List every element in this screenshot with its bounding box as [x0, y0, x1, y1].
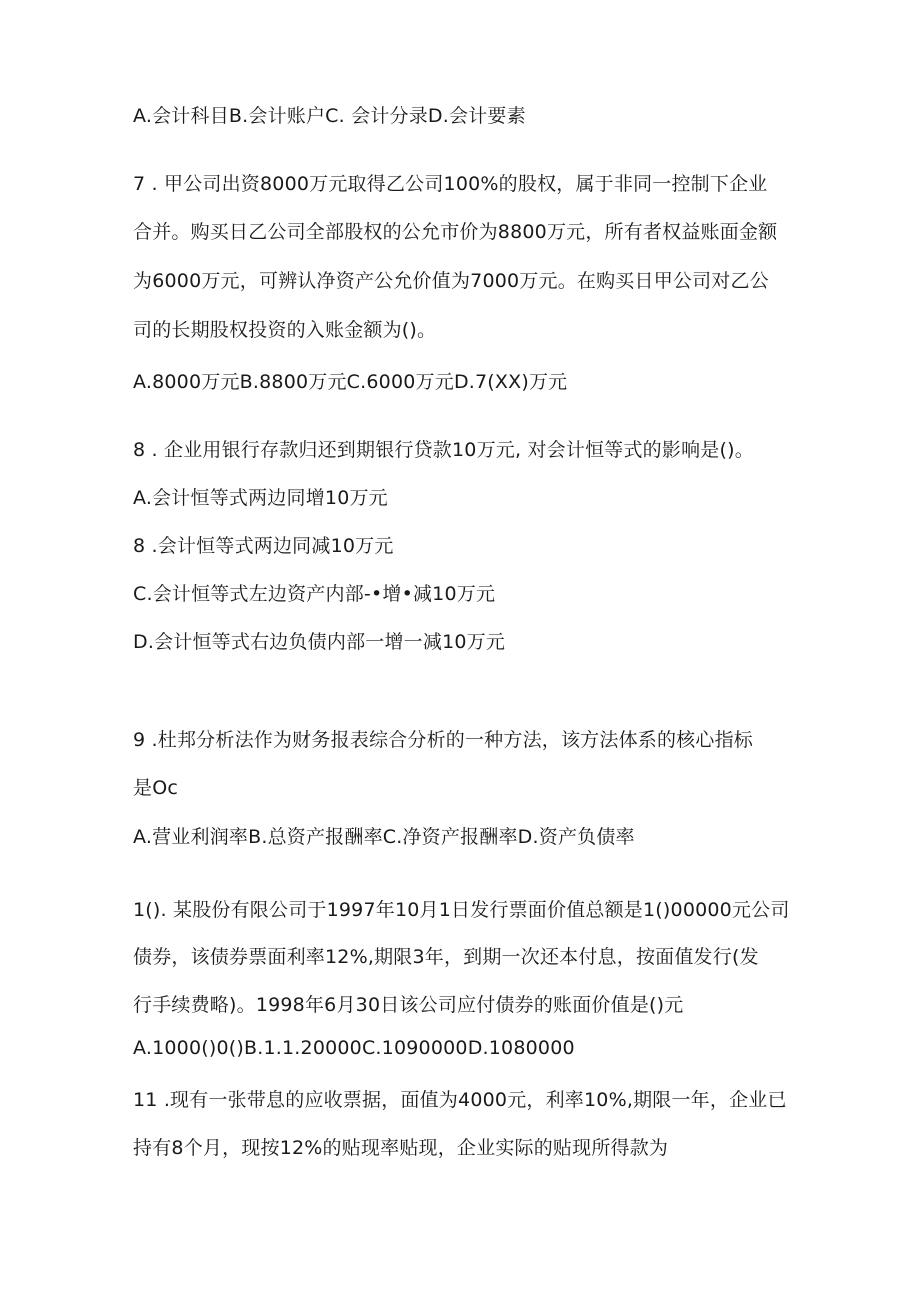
q10-text-line-1: 1(). 某股份有限公司于1997年10月1日发行票面价值总额是1()00000元公司 — [133, 899, 790, 921]
q7-text-line-4: 司的长期股权投资的入账金额为()。 — [133, 319, 437, 341]
q7-text-line-1: 7 . 甲公司出资8000万元取得乙公司100%的股权，属于非同一控制下企业 — [133, 173, 768, 195]
q9-options: A.营业利润率B.总资产报酬率C.净资产报酬率D.资产负债率 — [133, 826, 635, 848]
q9-text-line-2: 是Oc — [133, 777, 179, 799]
q6-options: A.会计科目B.会计账户C. 会计分录D.会计要素 — [133, 105, 526, 127]
q8-option-d: D.会计恒等式右边负债内部一增一减10万元 — [133, 631, 506, 653]
q11-text-line-1: 11 .现有一张带息的应收票据，面值为4000元，利率10%,期限一年，企业已 — [133, 1089, 787, 1111]
q7-options: A.8000万元B.8800万元C.6000万元D.7(XX)万元 — [133, 371, 568, 393]
q8-option-c: C.会计恒等式左边资产内部-•增•减10万元 — [133, 583, 496, 605]
q8-text: 8 . 企业用银行存款归还到期银行贷款10万元, 对会计恒等式的影响是()。 — [133, 439, 754, 461]
q9-text-line-1: 9 .杜邦分析法作为财务报表综合分析的一种方法，该方法体系的核心指标 — [133, 729, 753, 751]
q7-text-line-2: 合并。购买日乙公司全部股权的公允市价为8800万元，所有者权益账面金额 — [133, 221, 778, 243]
q11-text-line-2: 持有8个月，现按12%的贴现率贴现，企业实际的贴现所得款为 — [133, 1137, 669, 1159]
q10-text-line-3: 行手续费略)。1998年6月30日该公司应付债券的账面价值是()元 — [133, 994, 684, 1016]
q8-option-b: 8 .会计恒等式两边同减10万元 — [133, 535, 394, 557]
q8-option-a: A.会计恒等式两边同增10万元 — [133, 487, 388, 509]
q7-text-line-3: 为6000万元，可辨认净资产公允价值为7000万元。在购买日甲公司对乙公 — [133, 270, 769, 292]
q10-text-line-2: 债券，该债券票面利率12%,期限3年，到期一次还本付息，按面值发行(发 — [133, 946, 759, 968]
q10-options: A.1000()0()B.1.1.20000C.1090000D.1080000 — [133, 1037, 575, 1059]
